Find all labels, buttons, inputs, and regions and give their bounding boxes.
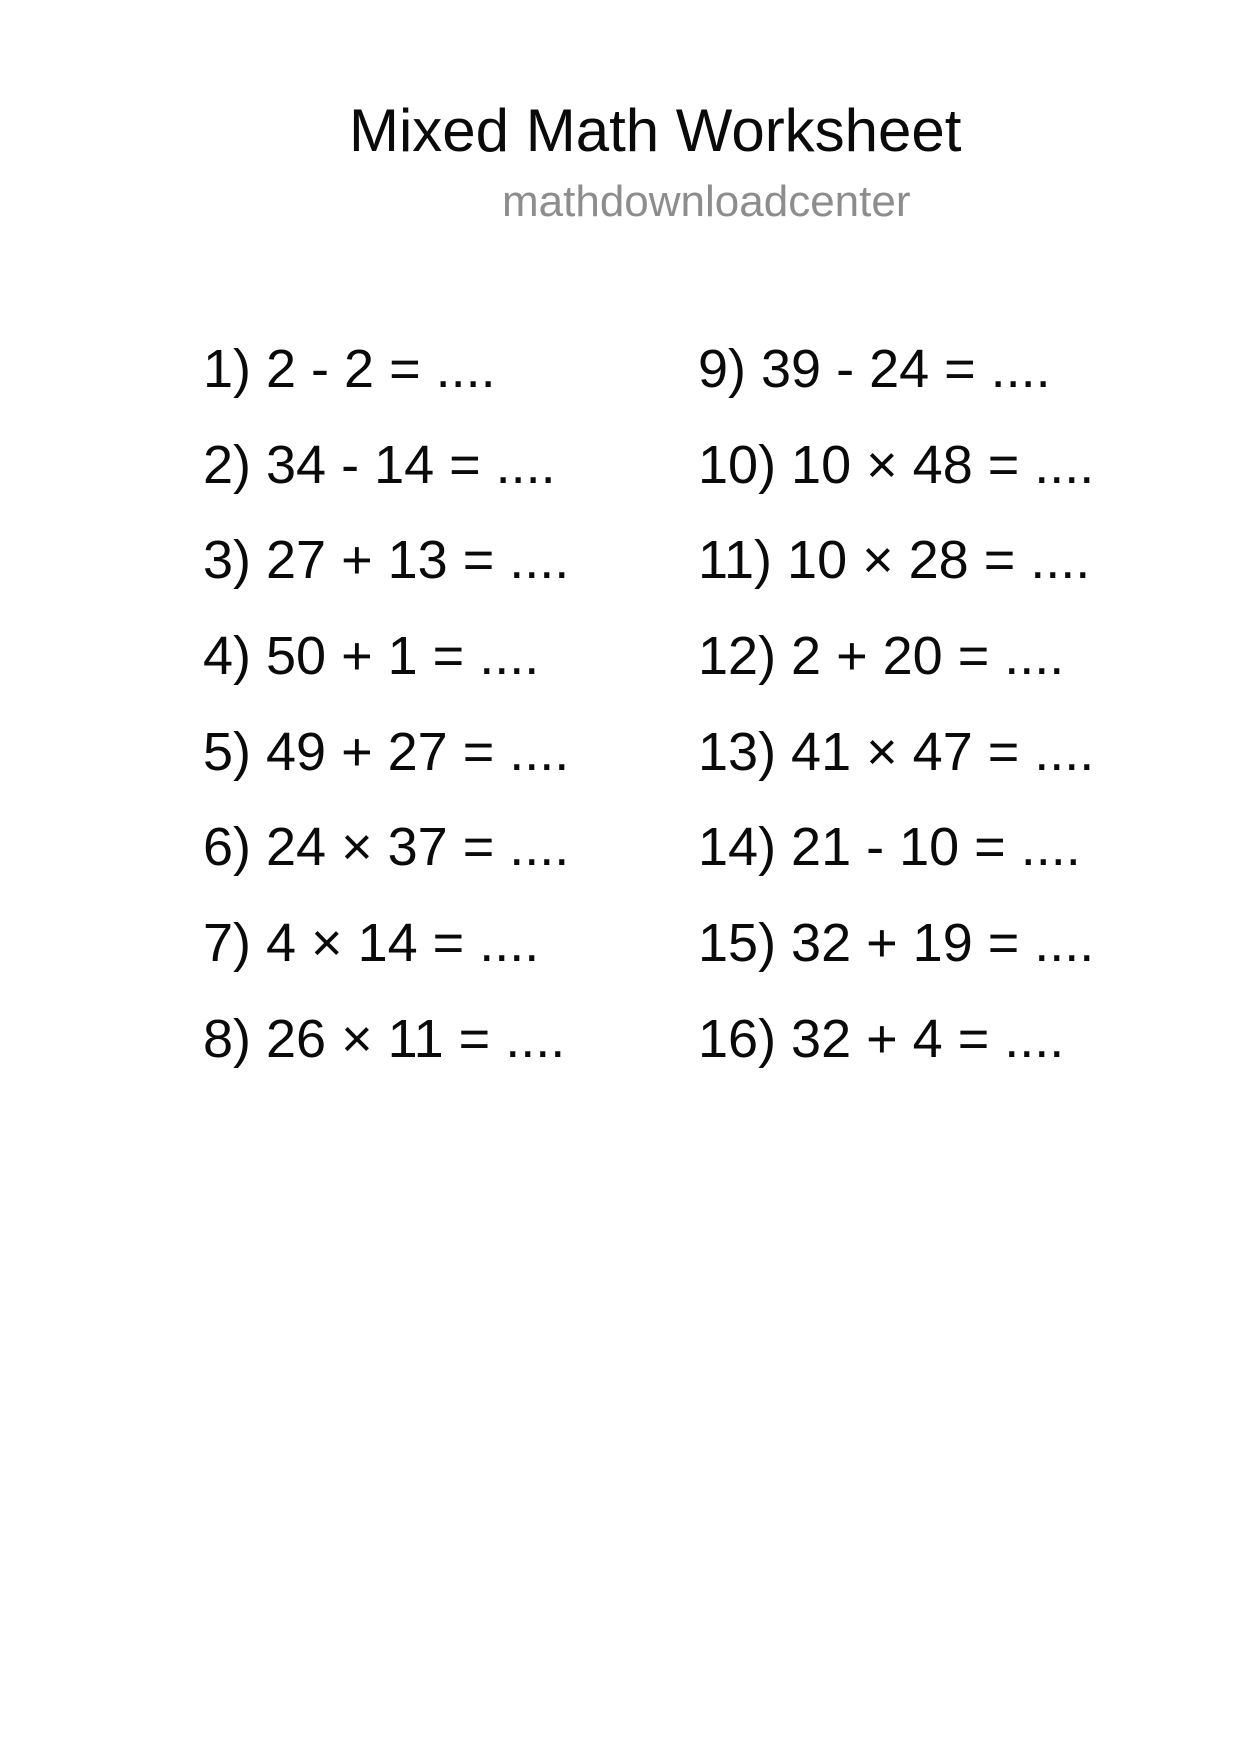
problem-item-7: 7) 4 × 14 = .... bbox=[203, 913, 540, 974]
problem-item-16: 16) 32 + 4 = .... bbox=[698, 1008, 1065, 1069]
problem-item-15: 15) 32 + 19 = .... bbox=[698, 913, 1095, 974]
problem-item-5: 5) 49 + 27 = .... bbox=[203, 721, 570, 782]
problem-item-9: 9) 39 - 24 = .... bbox=[698, 339, 1051, 399]
problem-item-6: 6) 24 × 37 = .... bbox=[203, 817, 570, 878]
problem-item-4: 4) 50 + 1 = .... bbox=[203, 626, 540, 687]
problem-item-2: 2) 34 - 14 = .... bbox=[203, 434, 556, 495]
problem-item-1: 1) 2 - 2 = .... bbox=[203, 339, 496, 399]
problems-right-column bbox=[698, 339, 1095, 1108]
problem-item-11: 11) 10 × 28 = .... bbox=[698, 530, 1091, 591]
problem-item-10: 10) 10 × 48 = .... bbox=[698, 434, 1095, 495]
page-title: Mixed Math Worksheet bbox=[349, 97, 962, 164]
problem-item-3: 3) 27 + 13 = .... bbox=[203, 530, 570, 591]
problem-item-14: 14) 21 - 10 = .... bbox=[698, 817, 1081, 878]
problem-item-12: 12) 2 + 20 = .... bbox=[698, 626, 1065, 687]
page-subtitle: mathdownloadcenter bbox=[502, 177, 911, 226]
problem-item-13: 13) 41 × 47 = .... bbox=[698, 721, 1095, 782]
problems-left-column bbox=[203, 339, 570, 1108]
problem-item-8: 8) 26 × 11 = .... bbox=[203, 1008, 566, 1069]
